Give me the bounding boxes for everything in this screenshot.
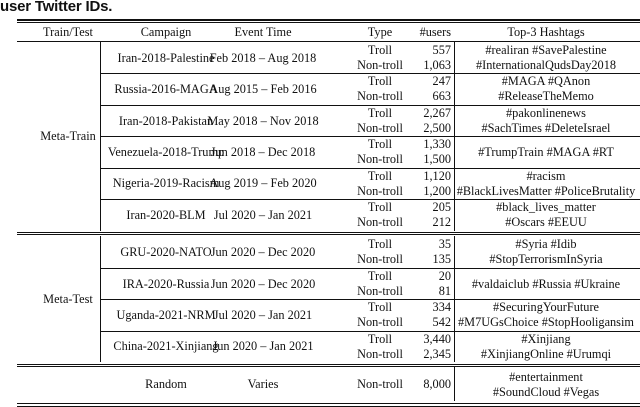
event-time: Aug 2015 – Feb 2016 bbox=[163, 82, 363, 97]
users-troll: 247 bbox=[371, 74, 451, 89]
group-rule-test bbox=[17, 364, 640, 365]
users-random: 8,000 bbox=[371, 377, 451, 392]
users-troll: 334 bbox=[371, 300, 451, 315]
type-random: Non-troll bbox=[280, 377, 480, 392]
hashtags-line-2: #SachTimes #DeleteIsrael bbox=[446, 121, 640, 136]
hashtags-line-2: #ReleaseTheMemo bbox=[446, 89, 640, 104]
group-rule-train-b bbox=[17, 234, 640, 235]
campaign-name: China-2021-Xinjiang bbox=[66, 339, 266, 354]
event-time: Jun 2020 – Dec 2020 bbox=[163, 277, 363, 292]
type-nontroll: Non-troll bbox=[280, 284, 480, 299]
users-troll: 35 bbox=[371, 237, 451, 252]
type-nontroll: Non-troll bbox=[280, 252, 480, 267]
users-nontroll: 542 bbox=[371, 315, 451, 330]
event-time: Jun 2020 – Dec 2020 bbox=[163, 245, 363, 260]
users-troll: 205 bbox=[371, 200, 451, 215]
event-time: Feb 2018 – Aug 2018 bbox=[163, 51, 363, 66]
hashtags-line-2: #Oscars #EEUU bbox=[446, 215, 640, 230]
users-troll: 557 bbox=[371, 43, 451, 58]
event-time-random: Varies bbox=[163, 377, 363, 392]
type-troll: Troll bbox=[280, 237, 480, 252]
hashtags-line-1: #SecuringYourFuture bbox=[446, 300, 640, 315]
campaign-name: Iran-2018-Pakistan bbox=[66, 114, 266, 129]
header-type: Type bbox=[280, 25, 480, 40]
type-nontroll: Non-troll bbox=[280, 347, 480, 362]
type-troll: Troll bbox=[280, 269, 480, 284]
header-campaign: Campaign bbox=[66, 25, 266, 40]
header-event-time: Event Time bbox=[163, 25, 363, 40]
group-rule-test-b bbox=[17, 366, 640, 367]
users-nontroll: 1,500 bbox=[371, 152, 451, 167]
campaign-name: Iran-2018-Palestine bbox=[66, 51, 266, 66]
hashtags-random-2: #SoundCloud #Vegas bbox=[446, 385, 640, 400]
group-rule-train bbox=[17, 232, 640, 233]
hashtags-line-1: #TrumpTrain #MAGA #RT bbox=[446, 145, 640, 160]
campaign-name: Russia-2016-MAGA bbox=[66, 82, 266, 97]
hashtags-random-1: #entertainment bbox=[446, 370, 640, 385]
hashtags-line-2: #M7UGsChoice #StopHooligansim bbox=[446, 315, 640, 330]
column-divider bbox=[100, 236, 101, 363]
hashtags-line-1: #racism bbox=[446, 169, 640, 184]
column-divider bbox=[454, 42, 455, 231]
campaign-name: Uganda-2021-NRM bbox=[66, 308, 266, 323]
hashtags-line-2: #InternationalQudsDay2018 bbox=[446, 58, 640, 73]
hashtags-line-1: #pakonlinenews bbox=[446, 106, 640, 121]
event-time: Jun 2020 – Jan 2021 bbox=[163, 339, 363, 354]
hashtags-line-1: #Xinjiang bbox=[446, 332, 640, 347]
users-nontroll: 2,345 bbox=[371, 347, 451, 362]
type-nontroll: Non-troll bbox=[280, 121, 480, 136]
users-troll: 3,440 bbox=[371, 332, 451, 347]
type-troll: Troll bbox=[280, 74, 480, 89]
column-divider bbox=[454, 236, 455, 363]
type-troll: Troll bbox=[280, 106, 480, 121]
campaign-name: IRA-2020-Russia bbox=[66, 277, 266, 292]
type-troll: Troll bbox=[280, 43, 480, 58]
hashtags-line-2: #BlackLivesMatter #PoliceBrutality bbox=[446, 184, 640, 199]
type-troll: Troll bbox=[280, 332, 480, 347]
type-nontroll: Non-troll bbox=[280, 184, 480, 199]
column-divider bbox=[100, 42, 101, 231]
users-nontroll: 663 bbox=[371, 89, 451, 104]
type-troll: Troll bbox=[280, 137, 480, 152]
type-troll: Troll bbox=[280, 200, 480, 215]
campaign-name: Iran-2020-BLM bbox=[66, 208, 266, 223]
users-troll: 1,120 bbox=[371, 169, 451, 184]
hashtags-line-1: #Syria #Idib bbox=[446, 237, 640, 252]
users-nontroll: 81 bbox=[371, 284, 451, 299]
header-rule bbox=[17, 41, 640, 42]
campaign-name: GRU-2020-NATO bbox=[66, 245, 266, 260]
users-troll: 1,330 bbox=[371, 137, 451, 152]
users-troll: 20 bbox=[371, 269, 451, 284]
hashtags-line-2: #XinjiangOnline #Urumqi bbox=[446, 347, 640, 362]
event-time: Aug 2019 – Feb 2020 bbox=[163, 176, 363, 191]
split-meta-test: Meta-Test bbox=[0, 292, 168, 307]
type-nontroll: Non-troll bbox=[280, 315, 480, 330]
column-divider bbox=[454, 367, 455, 401]
type-nontroll: Non-troll bbox=[280, 215, 480, 230]
users-troll: 2,267 bbox=[371, 106, 451, 121]
hashtags-line-2: #StopTerrorismInSyria bbox=[446, 252, 640, 267]
top-rule-1 bbox=[17, 19, 640, 21]
header-split: Train/Test bbox=[0, 25, 168, 40]
hashtags-line-1: #MAGA #QAnon bbox=[446, 74, 640, 89]
event-time: Jul 2020 – Jan 2021 bbox=[163, 308, 363, 323]
type-troll: Troll bbox=[280, 300, 480, 315]
type-troll: Troll bbox=[280, 169, 480, 184]
hashtags-line-1: #valdaiclub #Russia #Ukraine bbox=[446, 277, 640, 292]
users-nontroll: 135 bbox=[371, 252, 451, 267]
hashtags-line-1: #black_lives_matter bbox=[446, 200, 640, 215]
header-hashtags: Top-3 Hashtags bbox=[446, 25, 640, 40]
type-nontroll: Non-troll bbox=[280, 152, 480, 167]
top-rule-2 bbox=[17, 22, 640, 23]
users-nontroll: 212 bbox=[371, 215, 451, 230]
type-nontroll: Non-troll bbox=[280, 58, 480, 73]
hashtags-line-1: #realiran #SavePalestine bbox=[446, 43, 640, 58]
users-nontroll: 2,500 bbox=[371, 121, 451, 136]
users-nontroll: 1,063 bbox=[371, 58, 451, 73]
event-time: May 2018 – Nov 2018 bbox=[163, 114, 363, 129]
campaign-name: Venezuela-2018-Trump bbox=[66, 145, 266, 160]
campaign-name: Nigeria-2019-Racism bbox=[66, 176, 266, 191]
event-time: Jul 2020 – Jan 2021 bbox=[163, 208, 363, 223]
header-users: #users bbox=[371, 25, 451, 40]
event-time: Jun 2018 – Dec 2018 bbox=[163, 145, 363, 160]
type-nontroll: Non-troll bbox=[280, 89, 480, 104]
users-nontroll: 1,200 bbox=[371, 184, 451, 199]
split-meta-train: Meta-Train bbox=[0, 129, 168, 144]
table-caption: user Twitter IDs. bbox=[0, 0, 112, 15]
campaign-name-random: Random bbox=[66, 377, 266, 392]
